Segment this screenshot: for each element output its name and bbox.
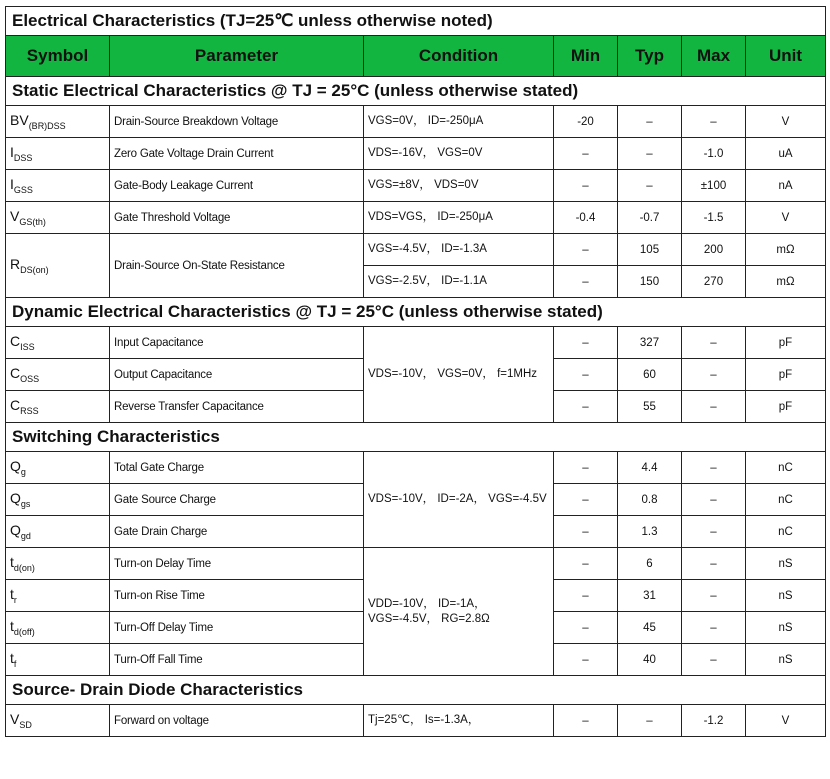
symbol-cell: $t_f$ bbox=[6, 644, 110, 676]
table-row bbox=[6, 705, 826, 737]
header-parameter: Parameter bbox=[110, 36, 364, 77]
condition-cell: VDS=-16V， VGS=0V bbox=[364, 138, 554, 170]
unit-cell: nC bbox=[746, 484, 826, 516]
min-cell: -20 bbox=[554, 106, 618, 138]
unit-cell: pF bbox=[746, 391, 826, 423]
min-cell: – bbox=[554, 327, 618, 359]
typ-cell: 45 bbox=[618, 612, 682, 644]
header-max: Max bbox=[682, 36, 746, 77]
parameter-cell: Gate Threshold Voltage bbox=[110, 202, 364, 234]
unit-cell: nS bbox=[746, 548, 826, 580]
header-symbol: Symbol bbox=[6, 36, 110, 77]
symbol-cell: $Q_{gd}$ bbox=[6, 516, 110, 548]
table-row bbox=[6, 234, 826, 266]
typ-cell: 1.3 bbox=[618, 516, 682, 548]
parameter-cell: Zero Gate Voltage Drain Current bbox=[110, 138, 364, 170]
max-cell: -1.0 bbox=[682, 138, 746, 170]
typ-cell: 40 bbox=[618, 644, 682, 676]
max-cell: – bbox=[682, 391, 746, 423]
parameter-cell: Drain-Source Breakdown Voltage bbox=[110, 106, 364, 138]
section-switching: Switching Characteristics bbox=[6, 423, 826, 452]
section-dynamic: Dynamic Electrical Characteristics @ TJ = 25°C (unless otherwise stated) bbox=[6, 298, 826, 327]
max-cell: – bbox=[682, 327, 746, 359]
unit-cell: uA bbox=[746, 138, 826, 170]
symbol-cell: $V_{SD}$ bbox=[6, 705, 110, 737]
typ-cell: – bbox=[618, 138, 682, 170]
unit-cell: nA bbox=[746, 170, 826, 202]
header-typ: Typ bbox=[618, 36, 682, 77]
typ-cell: 6 bbox=[618, 548, 682, 580]
table-row bbox=[6, 138, 826, 170]
typ-cell: 327 bbox=[618, 327, 682, 359]
max-cell: – bbox=[682, 359, 746, 391]
section-static: Static Electrical Characteristics @ TJ = 25°C (unless otherwise stated) bbox=[6, 77, 826, 106]
condition-cell: VGS=-2.5V， ID=-1.1A bbox=[364, 266, 554, 298]
symbol-cell: $I_{DSS}$ bbox=[6, 138, 110, 170]
parameter-cell: Output Capacitance bbox=[110, 359, 364, 391]
typ-cell: – bbox=[618, 705, 682, 737]
table-row bbox=[6, 548, 826, 580]
typ-cell: 55 bbox=[618, 391, 682, 423]
unit-cell: pF bbox=[746, 327, 826, 359]
max-cell: 200 bbox=[682, 234, 746, 266]
typ-cell: 31 bbox=[618, 580, 682, 612]
table-row bbox=[6, 327, 826, 359]
min-cell: – bbox=[554, 359, 618, 391]
header-min: Min bbox=[554, 36, 618, 77]
max-cell: – bbox=[682, 548, 746, 580]
symbol-cell: $R_{DS(on)}$ bbox=[6, 234, 110, 298]
unit-cell: V bbox=[746, 705, 826, 737]
parameter-cell: Gate Drain Charge bbox=[110, 516, 364, 548]
symbol-cell: $Q_g$ bbox=[6, 452, 110, 484]
typ-cell: 150 bbox=[618, 266, 682, 298]
unit-cell: nS bbox=[746, 644, 826, 676]
min-cell: – bbox=[554, 548, 618, 580]
min-cell: – bbox=[554, 234, 618, 266]
max-cell: -1.5 bbox=[682, 202, 746, 234]
unit-cell: nS bbox=[746, 612, 826, 644]
min-cell: -0.4 bbox=[554, 202, 618, 234]
parameter-cell: Turn-on Delay Time bbox=[110, 548, 364, 580]
min-cell: – bbox=[554, 452, 618, 484]
symbol-cell: $BV_{(BR)DSS}$ bbox=[6, 106, 110, 138]
condition-cell: VGS=-4.5V， ID=-1.3A bbox=[364, 234, 554, 266]
unit-cell: pF bbox=[746, 359, 826, 391]
min-cell: – bbox=[554, 138, 618, 170]
min-cell: – bbox=[554, 484, 618, 516]
parameter-cell: Drain-Source On-State Resistance bbox=[110, 234, 364, 298]
max-cell: – bbox=[682, 452, 746, 484]
parameter-cell: Input Capacitance bbox=[110, 327, 364, 359]
symbol-cell: $t_{d(on)}$ bbox=[6, 548, 110, 580]
symbol-cell: $Q_{gs}$ bbox=[6, 484, 110, 516]
max-cell: – bbox=[682, 612, 746, 644]
table-row bbox=[6, 170, 826, 202]
unit-cell: V bbox=[746, 106, 826, 138]
unit-cell: mΩ bbox=[746, 234, 826, 266]
parameter-cell: Gate Source Charge bbox=[110, 484, 364, 516]
min-cell: – bbox=[554, 644, 618, 676]
min-cell: – bbox=[554, 391, 618, 423]
min-cell: – bbox=[554, 170, 618, 202]
parameter-cell: Turn-on Rise Time bbox=[110, 580, 364, 612]
min-cell: – bbox=[554, 612, 618, 644]
min-cell: – bbox=[554, 580, 618, 612]
symbol-cell: $I_{GSS}$ bbox=[6, 170, 110, 202]
table-row bbox=[6, 106, 826, 138]
unit-cell: nS bbox=[746, 580, 826, 612]
parameter-cell: Turn-Off Delay Time bbox=[110, 612, 364, 644]
symbol-cell: $t_{d(off)}$ bbox=[6, 612, 110, 644]
parameter-cell: Total Gate Charge bbox=[110, 452, 364, 484]
condition-cell: VDS=-10V， ID=-2A， VGS=-4.5V bbox=[364, 452, 554, 548]
condition-cell: VDS=-10V， VGS=0V， f=1MHz bbox=[364, 327, 554, 423]
unit-cell: nC bbox=[746, 452, 826, 484]
typ-cell: – bbox=[618, 170, 682, 202]
min-cell: – bbox=[554, 266, 618, 298]
symbol-cell: $C_{RSS}$ bbox=[6, 391, 110, 423]
max-cell: 270 bbox=[682, 266, 746, 298]
table-title: Electrical Characteristics (TJ=25℃ unless otherwise noted) bbox=[6, 7, 826, 36]
condition-cell: VDS=VGS， ID=-250μA bbox=[364, 202, 554, 234]
parameter-cell: Gate-Body Leakage Current bbox=[110, 170, 364, 202]
typ-cell: 0.8 bbox=[618, 484, 682, 516]
unit-cell: V bbox=[746, 202, 826, 234]
typ-cell: – bbox=[618, 106, 682, 138]
table-row bbox=[6, 452, 826, 484]
condition-cell: VGS=0V， ID=-250μA bbox=[364, 106, 554, 138]
max-cell: – bbox=[682, 580, 746, 612]
electrical-characteristics-table bbox=[5, 6, 826, 737]
symbol-cell: $t_r$ bbox=[6, 580, 110, 612]
unit-cell: nC bbox=[746, 516, 826, 548]
symbol-cell: $V_{GS(th)}$ bbox=[6, 202, 110, 234]
min-cell: – bbox=[554, 705, 618, 737]
condition-cell: VGS=±8V， VDS=0V bbox=[364, 170, 554, 202]
max-cell: – bbox=[682, 106, 746, 138]
table-row bbox=[6, 202, 826, 234]
section-diode: Source- Drain Diode Characteristics bbox=[6, 676, 826, 705]
max-cell: – bbox=[682, 644, 746, 676]
max-cell: – bbox=[682, 484, 746, 516]
typ-cell: 60 bbox=[618, 359, 682, 391]
condition-cell: Tj=25℃， Is=-1.3A， bbox=[364, 705, 554, 737]
header-row bbox=[6, 36, 826, 77]
max-cell: ±100 bbox=[682, 170, 746, 202]
symbol-cell: $C_{OSS}$ bbox=[6, 359, 110, 391]
parameter-cell: Forward on voltage bbox=[110, 705, 364, 737]
header-condition: Condition bbox=[364, 36, 554, 77]
typ-cell: 4.4 bbox=[618, 452, 682, 484]
typ-cell: -0.7 bbox=[618, 202, 682, 234]
typ-cell: 105 bbox=[618, 234, 682, 266]
unit-cell: mΩ bbox=[746, 266, 826, 298]
symbol-cell: $C_{ISS}$ bbox=[6, 327, 110, 359]
parameter-cell: Reverse Transfer Capacitance bbox=[110, 391, 364, 423]
parameter-cell: Turn-Off Fall Time bbox=[110, 644, 364, 676]
header-unit: Unit bbox=[746, 36, 826, 77]
condition-cell: VDD=-10V， ID=-1A， VGS=-4.5V， RG=2.8Ω bbox=[364, 548, 554, 676]
max-cell: – bbox=[682, 516, 746, 548]
min-cell: – bbox=[554, 516, 618, 548]
max-cell: -1.2 bbox=[682, 705, 746, 737]
